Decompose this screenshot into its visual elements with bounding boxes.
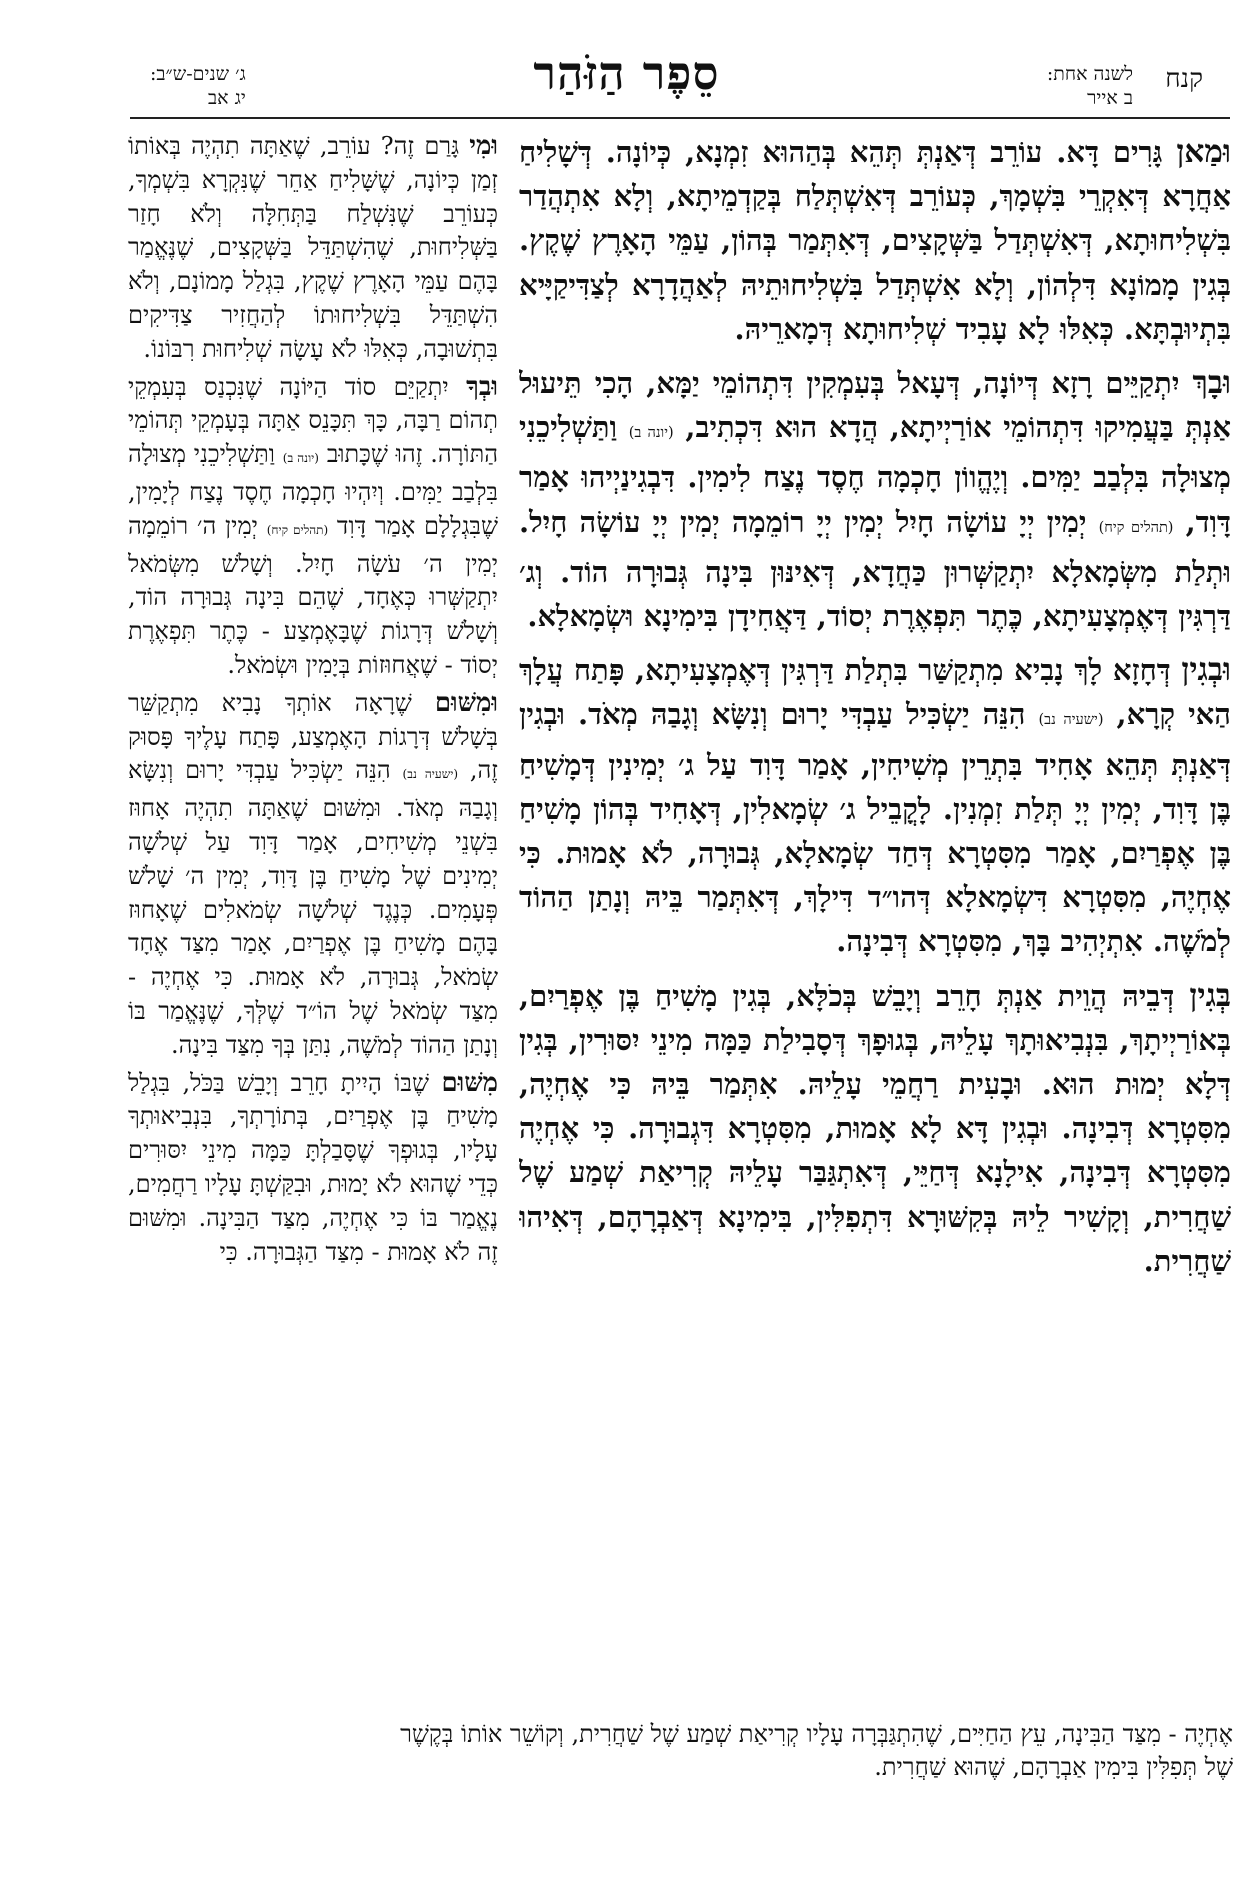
opening-word: וּבְגִין xyxy=(1181,652,1231,689)
paragraph-text: דְּחָזָא לָךְ נָבִיא מִתְקַשַּׁר בִּתְלַת דַּרְגִּין דְּאֶמְצָעִיתָא, פָּתַח עֲלָךְ הַאי קְרָא, xyxy=(519,653,1231,732)
schedule-one-year-label: לשנה אחת: xyxy=(1046,63,1133,85)
verse-citation: (יונה ב) xyxy=(628,425,674,442)
schedule-one-year-date: ב אייר xyxy=(1087,87,1133,109)
opening-word: בְּגִין xyxy=(1189,977,1231,1014)
opening-word: וּבָךְ xyxy=(1192,365,1231,402)
translation-paragraph xyxy=(128,130,498,367)
page-header xyxy=(0,0,1253,120)
translation-paragraph xyxy=(128,1067,498,1270)
verse-citation: (יונה ב) xyxy=(282,451,319,466)
aramaic-paragraph xyxy=(519,974,1231,1283)
continuation-line: אֶחְיֶה - מִצַּד הַבִּינָה, עֵץ הַחַיִּים, שֶׁהִתְגַּבְּרָה עָלָיו קְרִיאַת שְׁמַע שֶׁל שַׁחֲרִית, וְקוֹשֵׁר אוֹתוֹ בְּקֶשֶׁר xyxy=(400,1720,1233,1748)
paragraph-ending: וְנָתַן הַהוֹד לְמֹשֶׁה. אִתְיְהִיב בָּךְ, מִסִּטְרָא דְּבִינָה. xyxy=(519,880,1231,959)
verse-citation: (ישעיה נב) xyxy=(1038,712,1104,729)
opening-word: וּבְךָ xyxy=(466,371,498,402)
translation-continuation xyxy=(128,1718,1233,1784)
verse-citation: (תהלים קיח) xyxy=(1098,519,1174,536)
paragraph-text: שֶׁבּוֹ הָיִיתָ חָרֵב וְיָבֵשׁ בַּכֹּל, בִּגְלַל מָשִׁיחַ בֶּן אֶפְרַיִם, בְּתוֹרָתְךָ, בִּנְבִיאוּתְךָ עָלָיו, בְּגוּפְךָ שֶׁסָּבַלְתָּ כַּמָּה מִינֵי יִסּוּרִים כְּדֵי שֶׁהוּא לֹא יָמוּת, וּבִקַּשְׁתָּ עָלָיו רַחֲמִים, נֶאֱמַר בּוֹ כִּי אֶחְיֶה, מִצַּד הַבִּינָה. וּמִשּׁוּם זֶה לֹא אָמוּת - מִצַּד הַגְּבוּרָה. כִּי xyxy=(128,1068,498,1266)
paragraph-text: יְמִין ה׳ רוֹמֵמָה יְמִין ה׳ עֹשָׂה חָיִל. וְשָׁלֹשׁ מִשְּׂמֹאל יִתְקַשְּׁרוּ כְּאֶחָד, שֶׁהֵם בִּינָה גְּבוּרָה הוֹד, וְשָׁלֹשׁ דְּרָגוֹת שֶׁבָּאֶמְצַע - כֶּתֶר תִּפְאֶרֶת יְסוֹד - שֶׁאֲחוּזוֹת xyxy=(128,511,498,679)
paragraph-ending: בִּימִינָא וּשְׂמָאלָא. xyxy=(527,599,718,634)
paragraph-text: גָּרִים דָּא. עוֹרֵב דְּאַנְתְּ תְּהֵא בְּהַהוּא זִמְנָא, כְּיוֹנָה. דְּשָׁלִיחַ אַחֲרָא דְּאִקְרֵי בִּשְׁמָךְ, כְּעוֹרֵב דְּאִשְׁתְּלַח בְּקַדְמֵיתָא, וְלָא אִתְהֲדַר בִּשְׁלִיחוּתָא, דְּאִשְׁתְּדַל בַּשְּׁקָצִים, דְּאִתְּמַר בְּהוֹן, עַמֵּי הָאָרֶץ שֶׁקֶץ. בְּגִין מָמוֹנָא דִּלְהוֹן, וְלָא אִשְׁתְּדַל בִּשְׁלִיחוּתֵיהּ לְאַהֲדָרָא לְצַדִּיקַיָּיא בִּתְיוּבְתָּא. כְּאִלּוּ xyxy=(519,135,1231,346)
paragraph-text: וַתַּשְׁלִיכֵנִי מְצוּלָה בִּלְבַב יַמִּים. וְיֶהֱווֹן חָכְמָה חֶסֶד נֶצַח לִימִין. דִּבְגִינַיְיהוּ אָמַר דָּוִד, xyxy=(519,410,1231,539)
header-rule xyxy=(130,117,1230,119)
aramaic-paragraph xyxy=(519,648,1231,963)
verse-citation: (תהלים קיח) xyxy=(266,522,329,537)
continuation-line: שֶׁל תְּפִלִּין בִּימִין אַבְרָהָם, שֶׁהוּא שַׁחֲרִית. xyxy=(874,1753,1233,1781)
paragraph-text: שֶׁרָאָה אוֹתְךָ נָבִיא מִתְקַשֵּׁר בְּשָׁלֹשׁ דְּרָגוֹת הָאֶמְצַע, פָּתַח עָלֶיךָ פָּסוּק זֶה, xyxy=(128,688,498,785)
paragraph-ending: שַׁחֲרִית. xyxy=(1143,1243,1231,1278)
paragraph-ending: לָא עָבִיד שְׁלִיחוּתָא דְּמָארֵיהּ. xyxy=(734,311,1050,346)
schedule-three-year-date: יג אב xyxy=(207,87,246,109)
hebrew-translation-column xyxy=(128,130,498,1704)
paragraph-ending: בְּיָמִין וּשְׂמֹאל. xyxy=(227,650,351,679)
opening-word: וּמִי xyxy=(469,131,498,161)
schedule-three-year xyxy=(150,62,246,110)
aramaic-paragraph xyxy=(519,130,1231,351)
paragraph-text: דְּבֵיהּ הֲוֵית אַנְתְּ חָרֵב וְיָבֵשׁ בְּכֹלָּא, בְּגִין מָשִׁיחַ בֶּן אֶפְרַיִם, בְּאוֹרַיְיתָךְ, בִּנְבִיאוּתָךְ עָלֵיהּ, בְּגוּפָךְ דְּסָבִילַת כַּמָּה מִינֵי יִסּוּרִין, בְּגִין דְּלָא יְמוּת הוּא. וּבָעִית רַחֲמֵי עָלֵיהּ. אִתְּמַר בֵּיהּ כִּי אֶחְיֶה, מִסִּטְרָא דְּבִינָה. וּבְגִין דָּא לָא אָמוּת, מִסִּטְרָא דִּגְבוּרָה. כִּי אֶחְיֶה מִסִּטְרָא דְּבִינָה, אִילָנָא דְּחַיֵּי, דְּאִתְגַּבַּר עָלֵיהּ קְרִיאַת שְׁמַע שֶׁל שַׁחֲרִית, וְקָשִׁיר לֵיהּ בְּקִשּׁוּרָא דִּתְפִלִּין, בִּימִינָא דְּאַבְרָהָם, דְּאִיהוּ xyxy=(519,978,1231,1234)
page-number: קנח xyxy=(1165,64,1203,94)
paragraph-ending: לְמֹשֶׁה, נִתַּן בְּךָ מִצַּד בִּינָה. xyxy=(170,1030,403,1059)
paragraph-text: יִתְקַיֵּים רָזָא דְּיוֹנָה, דְּעָאל בְּעִמְקִין דִּתְהוֹמֵי יַמָּא, הָכִי תֵּיעוּל אַנְתְּ בַּעֲמִיקוּ דִּתְהוֹמֵי אוֹרַיְיתָא, הֲדָא הוּא דִּכְתִיב, xyxy=(519,366,1231,445)
paragraph-text: הִנֵּה יַשְׂכִּיל עַבְדִּי יָרוּם וְנִשָּׂא וְגָבַהּ מְאֹד. וּבְגִין דְּאַנְתְּ תְּהֵא אָחִיד בִּתְרֵין מְשִׁיחִין, אָמַר דָּוִד עַל ג׳ יְמִינִין דְּמָשִׁיחַ בֶּן דָּוִד, יְמִין יְיָ תְּלַת זִמְנִין. לָקֳבֵיל ג׳ שְׂמָאלִין, דְּאָחִיד בְּהוֹן מָשִׁיחַ בֶּן אֶפְרַיִם, אָמַר מִסִּטְרָא דְּחַד שְׂמָאלָא, גְּבוּרָה, לֹא אָמוּת. כִּי אֶחְיֶה, מִסִּטְרָא דִּשְׂמָאלָא דְּהו״ד דִּילָךְ, דְּאִתְּמַר בֵּיהּ xyxy=(519,697,1231,915)
paragraph-text: גָּרַם זֶה? עוֹרֵב, שֶׁאַתָּה תִהְיֶה בְּאוֹתוֹ זְמַן כְּיוֹנָה, שֶׁשָּׁלִיחַ אַחֵר שֶׁנִּקְרָא בִּשְׁמְךָ, כְּעוֹרֵב שֶׁנִּשְׁלַח בַּתְּחִלָּה וְלֹא חָזַר בַּשְּׁלִיחוּת, שֶׁהִשְׁתַּדֵּל בַּשְּׁקָצִים, שֶׁנֶּאֱמַר בָּהֶם עַמֵּי הָאָרֶץ שֶׁקֶץ, בִּגְלַל מָמוֹנָם, וְלֹא הִשְׁתַּדֵּל בִּשְׁלִיחוּתוֹ לְהַחֲזִיר צַדִּיקִים בִּתְשׁוּבָה, כְּאִלּוּ לֹא עָשָׂה xyxy=(128,132,498,363)
aramaic-paragraph xyxy=(519,361,1231,638)
paragraph-text: הִנֵּה יַשְׂכִּיל עַבְדִּי יָרוּם וְנִשָּׂא וְגָבַהּ מְאֹד. וּמִשּׁוּם שֶׁאַתָּה תִהְיֶה אָחוּז בִּשְׁנֵי מְשִׁיחִים, אָמַר דָּוִד עַל שְׁלֹשָׁה יְמִינִים שֶׁל מָשִׁיחַ בֶּן דָּוִד, יְמִין ה׳ שָׁלֹשׁ פְּעָמִים. כְּנֶגֶד שְׁלֹשָׁה שְׂמֹאלִים שֶׁאָחוּז בָּהֶם מָשִׁיחַ בֶּן אֶפְרַיִם, אָמַר מִצַּד אֶחָד שְׂמֹאל, גְּבוּרָה, לֹא אָמוּת. כִּי אֶחְיֶה - מִצַּד שְׂמֹאל שֶׁל הוֹ״ד שֶׁלְּךָ, שֶׁנֶּאֱמַר בּוֹ וְנָתַן הַהוֹד xyxy=(128,756,498,1059)
paragraph-text: יִתְקַיֵּם סוֹד הַיּוֹנָה שֶׁנִּכְנַס בְּעִמְקֵי תְהוֹם רַבָּה, כָּךְ תִּכָּנֵס אַתָּה בְּעָמְקֵי תְּהוֹמֵי הַתּוֹרָה. זֶהוּ שֶׁכָּתוּב xyxy=(128,372,498,469)
book-title: סֵפֶר הַזֹּהַר xyxy=(533,46,720,100)
aramaic-text-column xyxy=(519,130,1231,1700)
translation-paragraph xyxy=(128,371,498,683)
paragraph-ending: שְׁלִיחוּת רִבּוֹנוֹ. xyxy=(143,334,272,363)
paragraph-text: וַתַּשְׁלִיכֵנִי מְצוּלָה בִּלְבַב יַמִּים. וְיִהְיוּ חָכְמָה חֶסֶד נֶצַח לְיָמִין, שֶׁבִּגְלָלָם אָמַר דָּוִד xyxy=(128,440,498,540)
translation-paragraph xyxy=(128,687,498,1063)
opening-word: וּמִשּׁוּם xyxy=(434,687,498,718)
schedule-three-year-label: ג׳ שנים-ש״ב: xyxy=(150,63,246,85)
verse-citation: (ישעיה נב) xyxy=(402,767,459,782)
opening-word: וּמַאן xyxy=(1176,134,1231,170)
opening-word: מִשּׁוּם xyxy=(441,1067,498,1098)
paragraph-text: יְמִין יְיָ עוֹשָׂה חָיִל יְמִין יְיָ רוֹמֵמָה יְמִין יְיָ עוֹשָׂה חָיִל. וּתְלַת מִשְּׂמָאלָא יִתְקַשְּׁרוּן כַּחֲדָא, דְּאִינּוּן בִּינָה גְּבוּרָה הוֹד. וְג׳ דַּרְגִּין דְּאֶמְצָעִיתָא, כֶּתֶר תִּפְאֶרֶת יְסוֹד, דַּאֲחִידָן xyxy=(519,504,1231,634)
